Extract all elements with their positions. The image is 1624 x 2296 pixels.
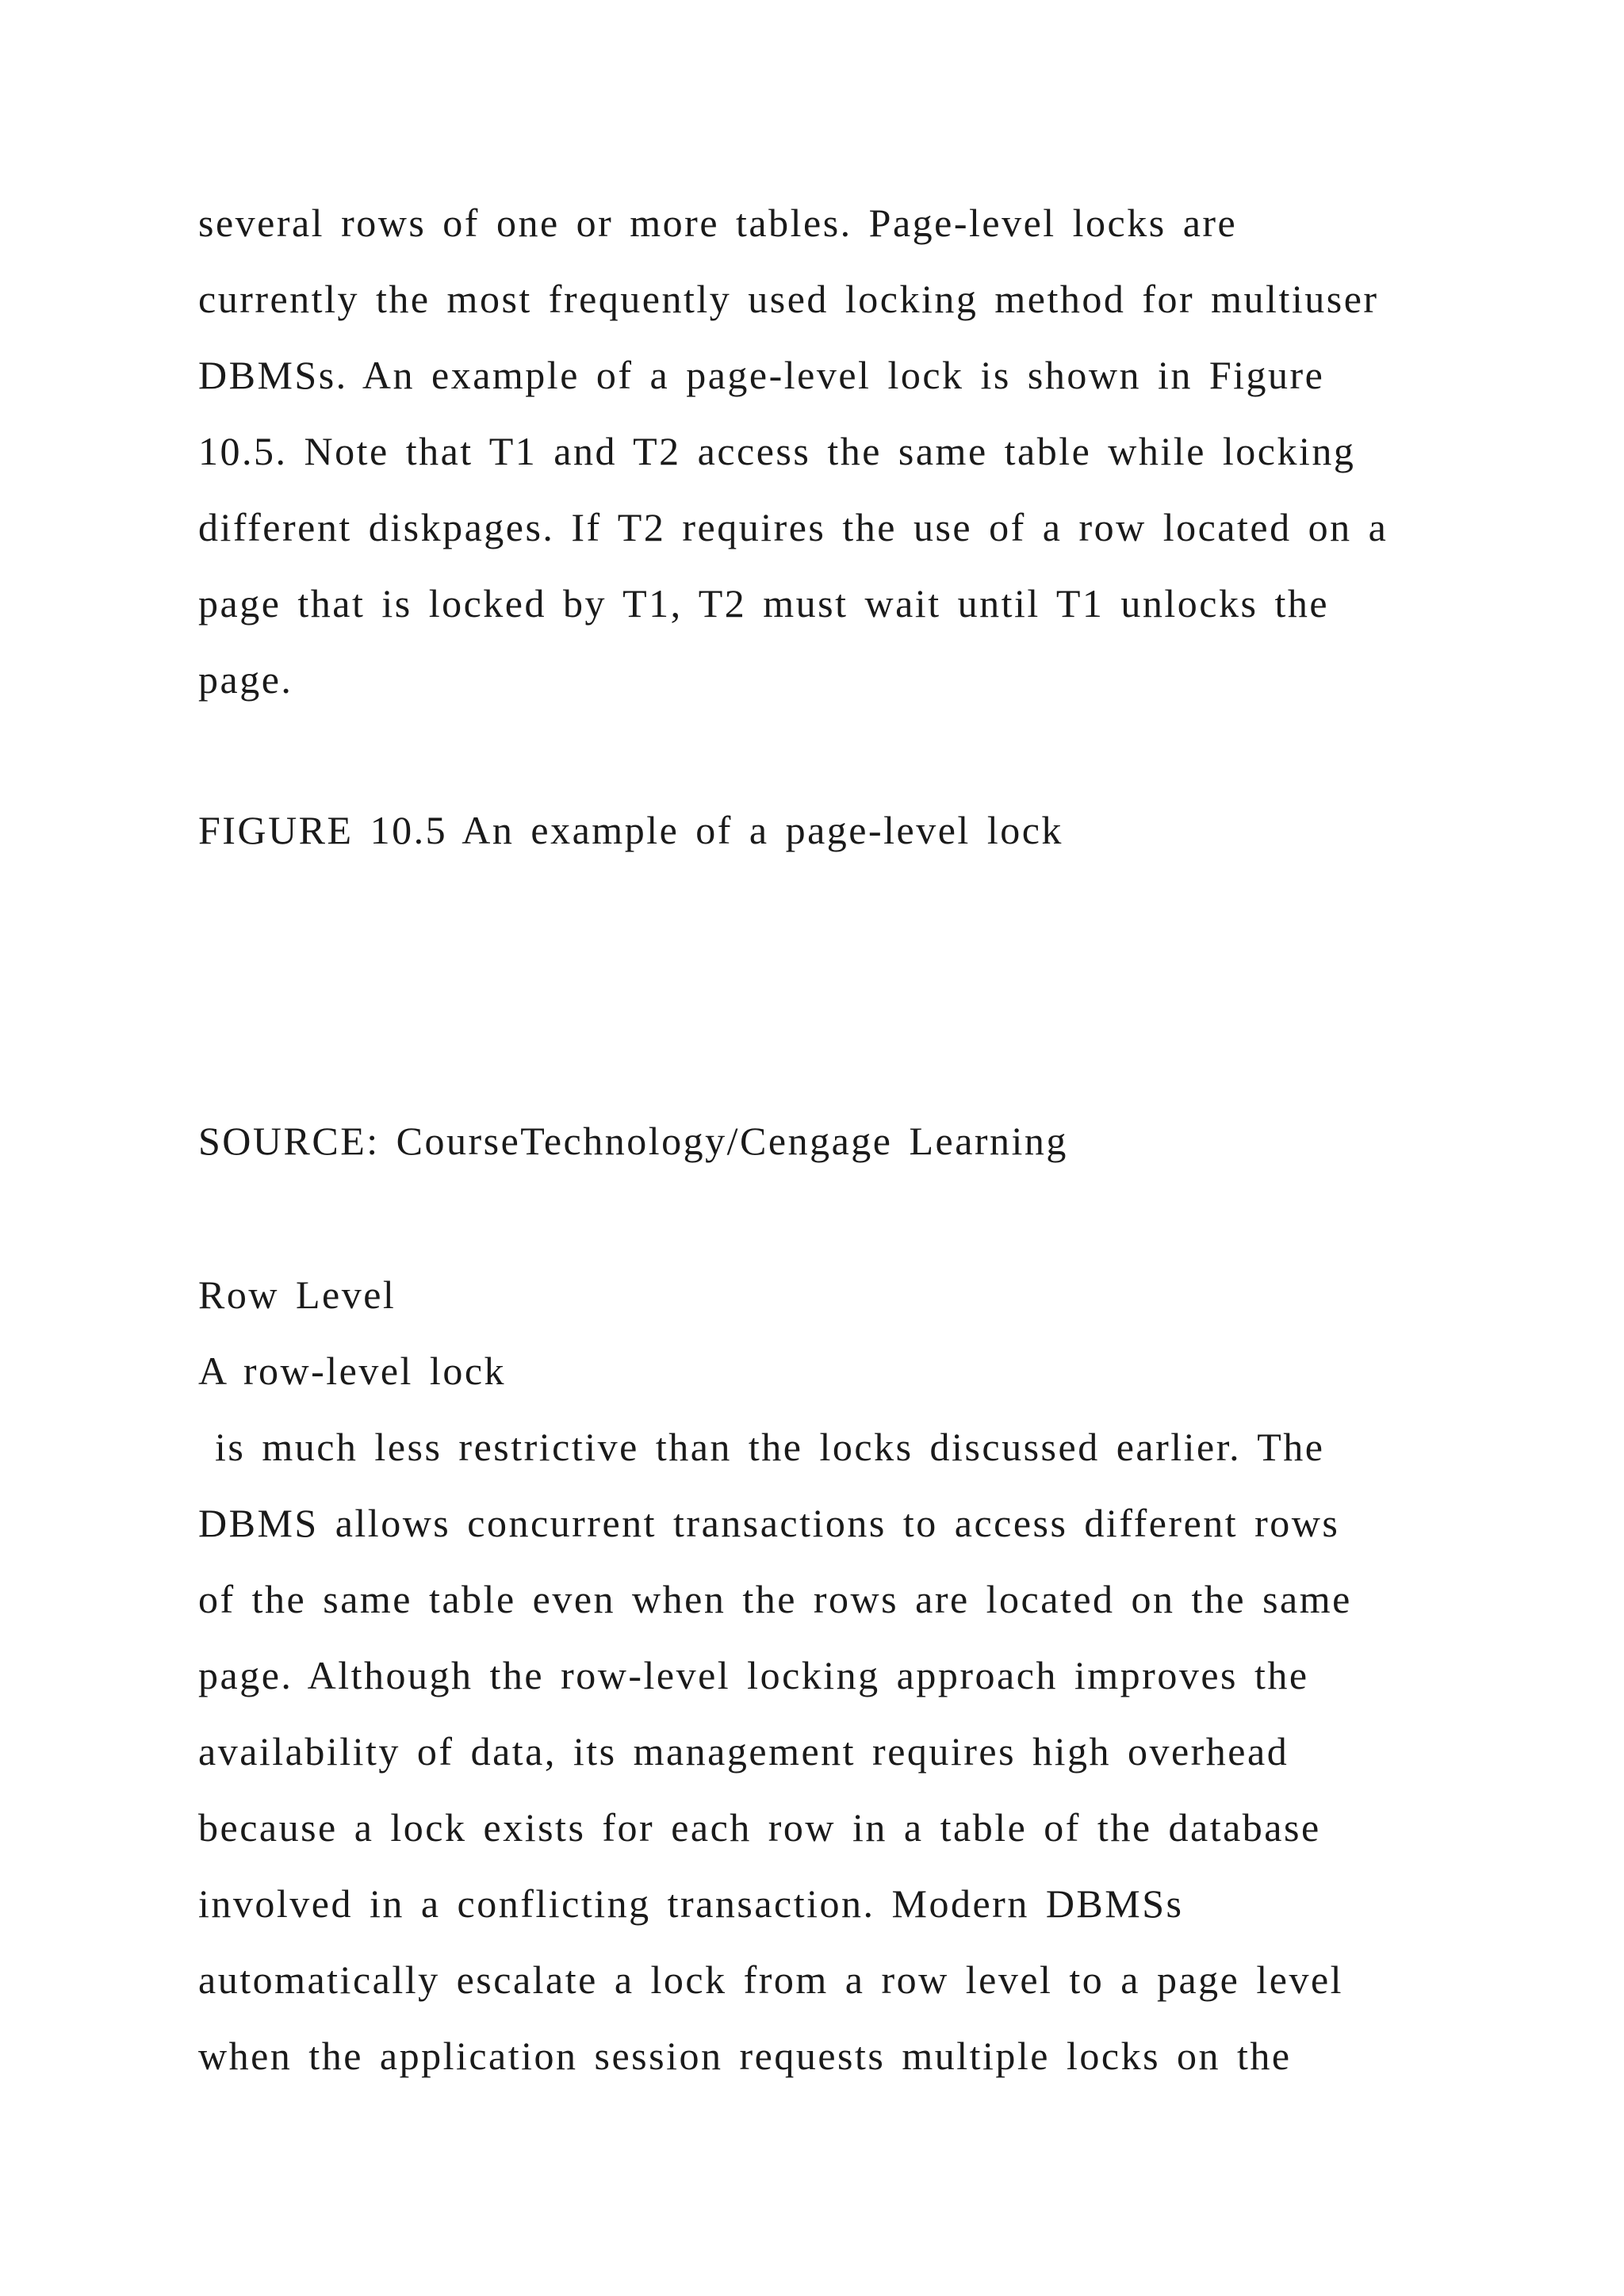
text-line: currently the most frequently used locking method for multiuser	[198, 277, 1379, 321]
section-heading: Row Level	[198, 1272, 396, 1317]
text-line: DBMSs. An example of a page-level lock is shown in Figure	[198, 353, 1325, 397]
term-heading: A row-level lock	[198, 1349, 507, 1393]
text-line: when the application session requests multiple locks on the	[198, 2034, 1292, 2078]
text-line: 10.5. Note that T1 and T2 access the same table while locking	[198, 429, 1356, 473]
text-line: automatically escalate a lock from a row level to a page level	[198, 1957, 1344, 2002]
text-line: is much less restrictive than the locks discussed earlier. The	[198, 1425, 1325, 1469]
text-line: page that is locked by T1, T2 must wait until T1 unlocks the	[198, 581, 1330, 626]
text-line: of the same table even when the rows are located on the same	[198, 1577, 1352, 1621]
text-line: availability of data, its management requires high overhead	[198, 1729, 1289, 1774]
text-line: different diskpages. If T2 requires the use of a row located on a	[198, 505, 1388, 549]
text-line: involved in a conflicting transaction. Modern DBMSs	[198, 1881, 1184, 1926]
figure-caption: FIGURE 10.5 An example of a page-level lock	[198, 808, 1063, 852]
text-line: several rows of one or more tables. Page-level locks are	[198, 201, 1238, 245]
text-line: because a lock exists for each row in a table of the database	[198, 1805, 1321, 1850]
figure-source: SOURCE: CourseTechnology/Cengage Learning	[198, 1119, 1068, 1163]
text-line: DBMS allows concurrent transactions to access different rows	[198, 1501, 1340, 1545]
text-line: page. Although the row-level locking approach improves the	[198, 1653, 1309, 1697]
text-line: page.	[198, 657, 293, 702]
